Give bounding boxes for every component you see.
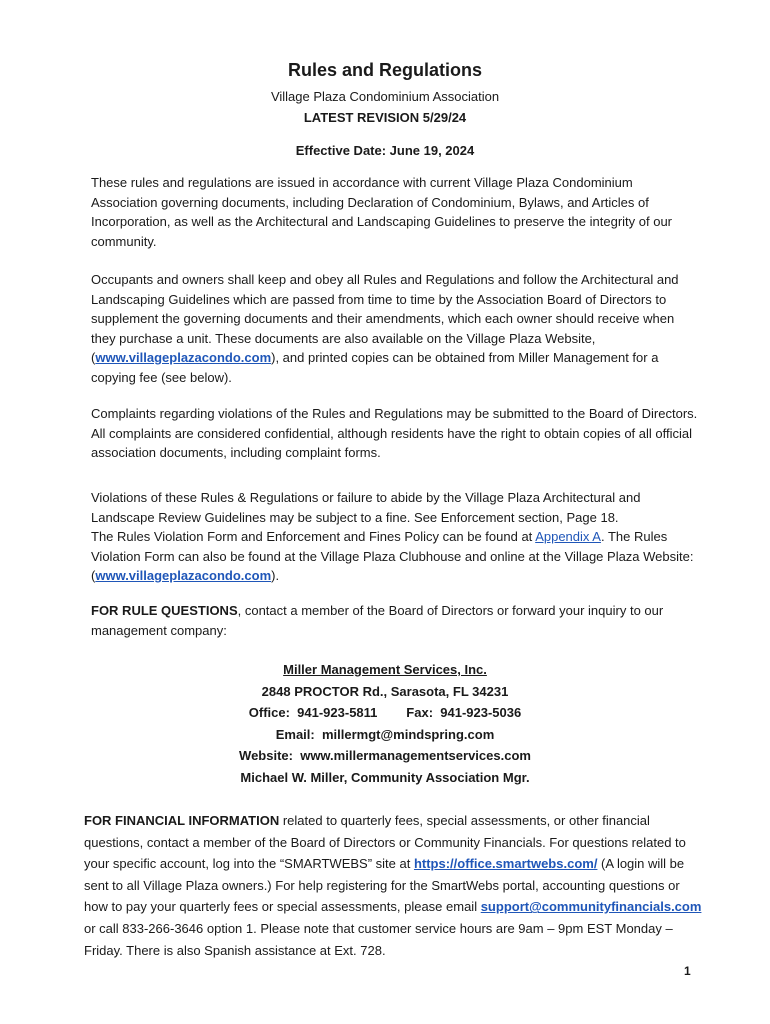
violations-form-text [91, 527, 701, 586]
management-company-name: Miller Management Services, Inc. [283, 662, 487, 677]
financial-text-3: or call 833-266-3646 option 1. Please note that customer service hours are 9am – 9pm EST Monday – Friday. There is also Spanish assistance at Ext. 728. [84, 920, 673, 958]
page-title: Rules and Regulations [287, 60, 483, 80]
appendix-a-link[interactable]: Appendix A [535, 529, 601, 544]
violations-form-end: ). [271, 568, 280, 583]
rule-questions-label: FOR RULE QUESTIONS [91, 603, 238, 618]
violations-form-mid: . The Rules Violation Form can also be found at the Village Plaza Clubhouse and online at the Village Plaza Website: ( [91, 529, 694, 583]
financial-info-paragraph [84, 810, 704, 961]
management-contact-block [0, 659, 770, 789]
occupants-text: Occupants and owners shall keep and obey all Rules and Regulations and follow the Architectural and Landscaping Guidelines which are passed from time to time by the Association Board of Directors to supplement the governing documents and their amendments, which each owner should receive when they purchase a unit. These documents are also available on the Village Plaza Website, ( [91, 272, 679, 365]
management-website: Website: www.millermanagementservices.com [239, 748, 531, 764]
violations-paragraph [91, 488, 701, 586]
management-contact-person: Michael W. Miller, Community Association Mgr. [240, 769, 530, 785]
occupants-paragraph [91, 270, 701, 387]
violations-text: Violations of these Rules & Regulations or failure to abide by the Village Plaza Architectural and Landscape Review Guidelines may be subject to a fine. See Enforcement section, Page 18. [91, 490, 641, 525]
revision-date: LATEST REVISION 5/29/24 [303, 110, 467, 125]
village-website-link[interactable]: www.villageplazacondo.com [95, 350, 272, 365]
intro-paragraph: These rules and regulations are issued in accordance with current Village Plaza Condominium Association governing documents, including Declaration of Condominium, Bylaws, and Articles of Incorporation, as well as the Architectural and Landscaping Guidelines to preserve the integrity of our community. [91, 175, 673, 249]
management-email: Email: millermgt@mindspring.com [275, 726, 495, 742]
effective-date: Effective Date: June 19, 2024 [295, 143, 475, 158]
smartwebs-link[interactable]: https://office.smartwebs.com/ [413, 856, 598, 872]
complaints-paragraph: Complaints regarding violations of the Rules and Regulations may be submitted to the Board of Directors. All complaints are considered confidential, although residents have the right to obtain copies of all official association documents, including complaint forms. [91, 406, 698, 460]
rule-questions-paragraph [91, 601, 701, 640]
rule-questions-text: , contact a member of the Board of Directors or forward your inquiry to our management company: [91, 603, 664, 638]
support-email-link[interactable]: support@communityfinancials.com [480, 899, 702, 915]
management-phones: Office: 941-923-5811 Fax: 941-923-5036 [248, 705, 522, 721]
financial-info-label: FOR FINANCIAL INFORMATION [84, 813, 280, 828]
violations-form-lead: The Rules Violation Form and Enforcement and Fines Policy can be found at [91, 529, 536, 544]
financial-text: related to quarterly fees, special assessments, or other financial questions, contact a member of the Board of Directors or Community Financials. For questions related to your specific account, log into the “SMARTWEBS” site at [84, 813, 686, 872]
association-name: Village Plaza Condominium Association [270, 89, 500, 104]
occupants-text-end: ), and printed copies can be obtained from Miller Management for a copying fee (see below). [91, 350, 659, 385]
page-number: 1 [684, 964, 691, 978]
management-address: 2848 PROCTOR Rd., Sarasota, FL 34231 [261, 683, 509, 699]
village-website-link-2[interactable]: www.villageplazacondo.com [95, 568, 272, 583]
financial-text-2: (A login will be sent to all Village Plaza owners.) For help registering for the SmartWebs portal, accounting questions or how to pay your quarterly fees or special assessments, please email [84, 856, 685, 915]
